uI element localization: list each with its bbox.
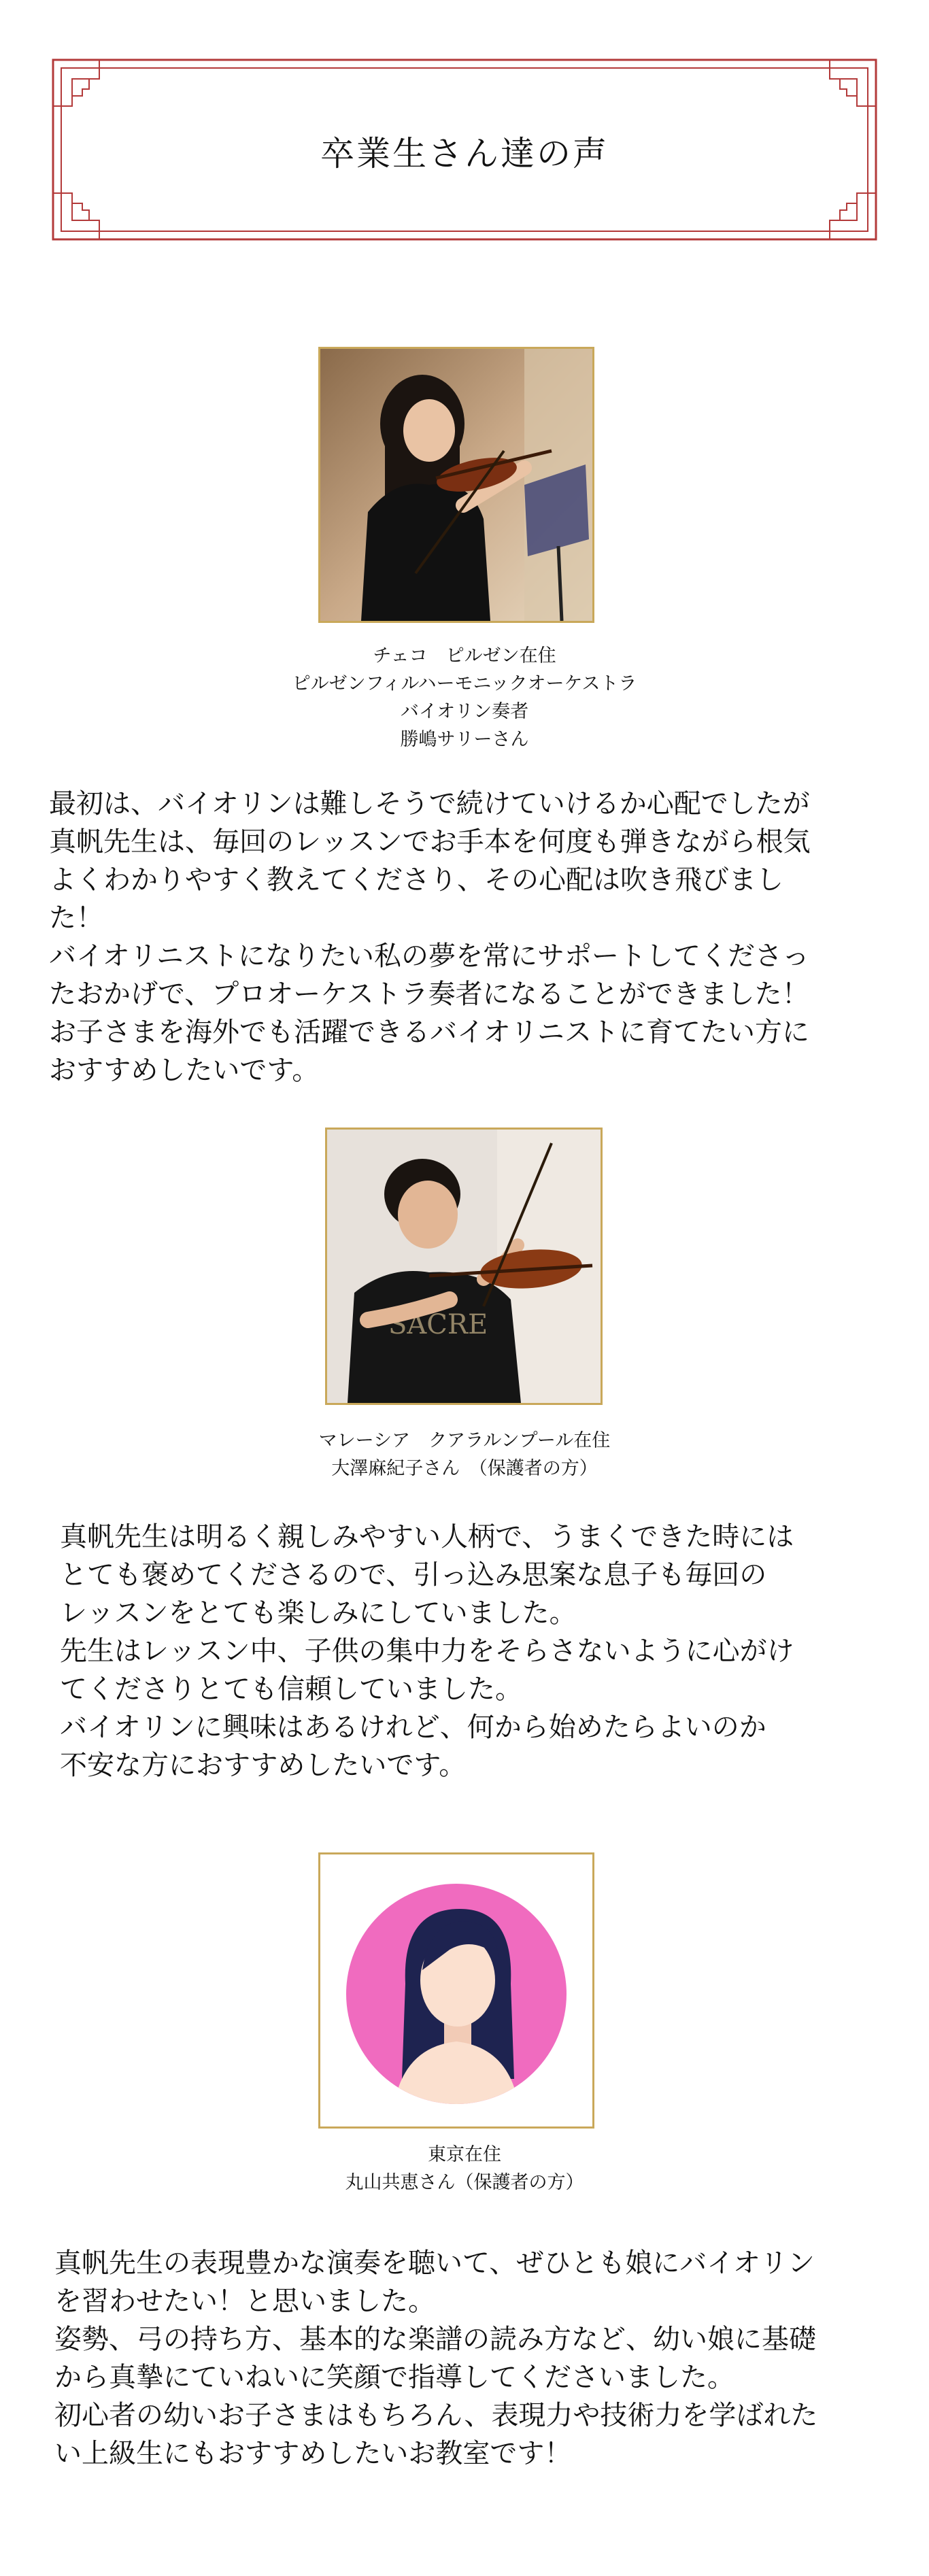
body-line: おすすめしたいです。: [49, 1055, 320, 1086]
caption-line: 勝嶋サリーさん: [400, 729, 529, 750]
body-line: てくださりとても信頼していました。: [60, 1674, 522, 1705]
body-line: お子さまを海外でも活躍できるバイオリニストに育てたい方に: [49, 1017, 809, 1048]
body-line: 先生はレッスン中、子供の集中力をそらさないように心がけ: [60, 1636, 794, 1667]
testimonial-caption-2: [260, 1427, 669, 1482]
testimonial-caption-1: [260, 642, 669, 753]
body-line: 真帆先生は明るく親しみやすい人柄で、うまくできた時には: [60, 1521, 794, 1553]
testimonial-body-1: [49, 785, 811, 1089]
testimonial-photo-2: [325, 1128, 603, 1405]
body-line: 不安な方におすすめしたいです。: [60, 1750, 467, 1781]
body-line: レッスンをとても楽しみにしていました。: [60, 1597, 577, 1629]
caption-line: 丸山共恵さん（保護者の方）: [345, 2172, 584, 2193]
testimonial-photo-3: [318, 1852, 594, 2129]
body-line: 姿勢、弓の持ち方、基本的な楽譜の読み方など、幼い娘に基礎: [54, 2324, 816, 2355]
body-line: とても褒めてくださるので、引っ込み思案な息子も毎回の: [60, 1559, 767, 1591]
testimonial-caption-3: [260, 2141, 669, 2197]
testimonial-photo-1: [318, 347, 594, 623]
avatar-placeholder-icon: [320, 1854, 592, 2126]
body-line: 真帆先生は、毎回のレッスンでお手本を何度も弾きながら根気: [49, 826, 811, 858]
caption-line: 東京在住: [428, 2144, 501, 2165]
body-line: よくわかりやすく教えてくださり、その心配は吹き飛びまし: [49, 864, 783, 896]
caption-line: ピルゼンフィルハーモニックオーケストラ: [292, 673, 637, 694]
caption-line: バイオリン奏者: [400, 701, 529, 722]
body-line: い上級生にもおすすめしたいお教室です！: [54, 2438, 572, 2469]
caption-line: 大澤麻紀子さん （保護者の方）: [331, 1458, 598, 1479]
body-line: を習わせたい！と思いました。: [54, 2286, 435, 2317]
body-line: た！: [49, 902, 103, 934]
girl-playing-violin-photo: [320, 349, 592, 621]
testimonial-body-2: [60, 1518, 794, 1784]
testimonial-body-3: [54, 2244, 817, 2473]
body-line: バイオリニストになりたい私の夢を常にサポートしてくださっ: [49, 940, 809, 972]
body-line: バイオリンに興味はあるけれど、何から始めたらよいのか: [60, 1712, 766, 1743]
body-line: 初心者の幼いお子さまはもちろん、表現力や技術力を学ばれた: [54, 2400, 818, 2431]
body-line: たおかげで、プロオーケストラ奏者になることができました！: [49, 979, 809, 1010]
body-line: から真摯にていねいに笑顔で指導してくださいました。: [54, 2362, 734, 2393]
body-line: 真帆先生の表現豊かな演奏を聴いて、ぜひとも娘にバイオリン: [54, 2248, 815, 2279]
section-title-frame: [52, 58, 877, 241]
caption-line: チェコ ピルゼン在住: [373, 645, 556, 666]
boy-playing-violin-photo: [327, 1130, 601, 1403]
page-title: 卒業生さん達の声: [320, 134, 609, 173]
caption-line: マレーシア クアラルンプール在住: [318, 1430, 611, 1451]
svg-text:SACRE: SACRE: [388, 1309, 488, 1340]
body-line: 最初は、バイオリンは難しそうで続けていけるか心配でしたが: [49, 788, 810, 819]
